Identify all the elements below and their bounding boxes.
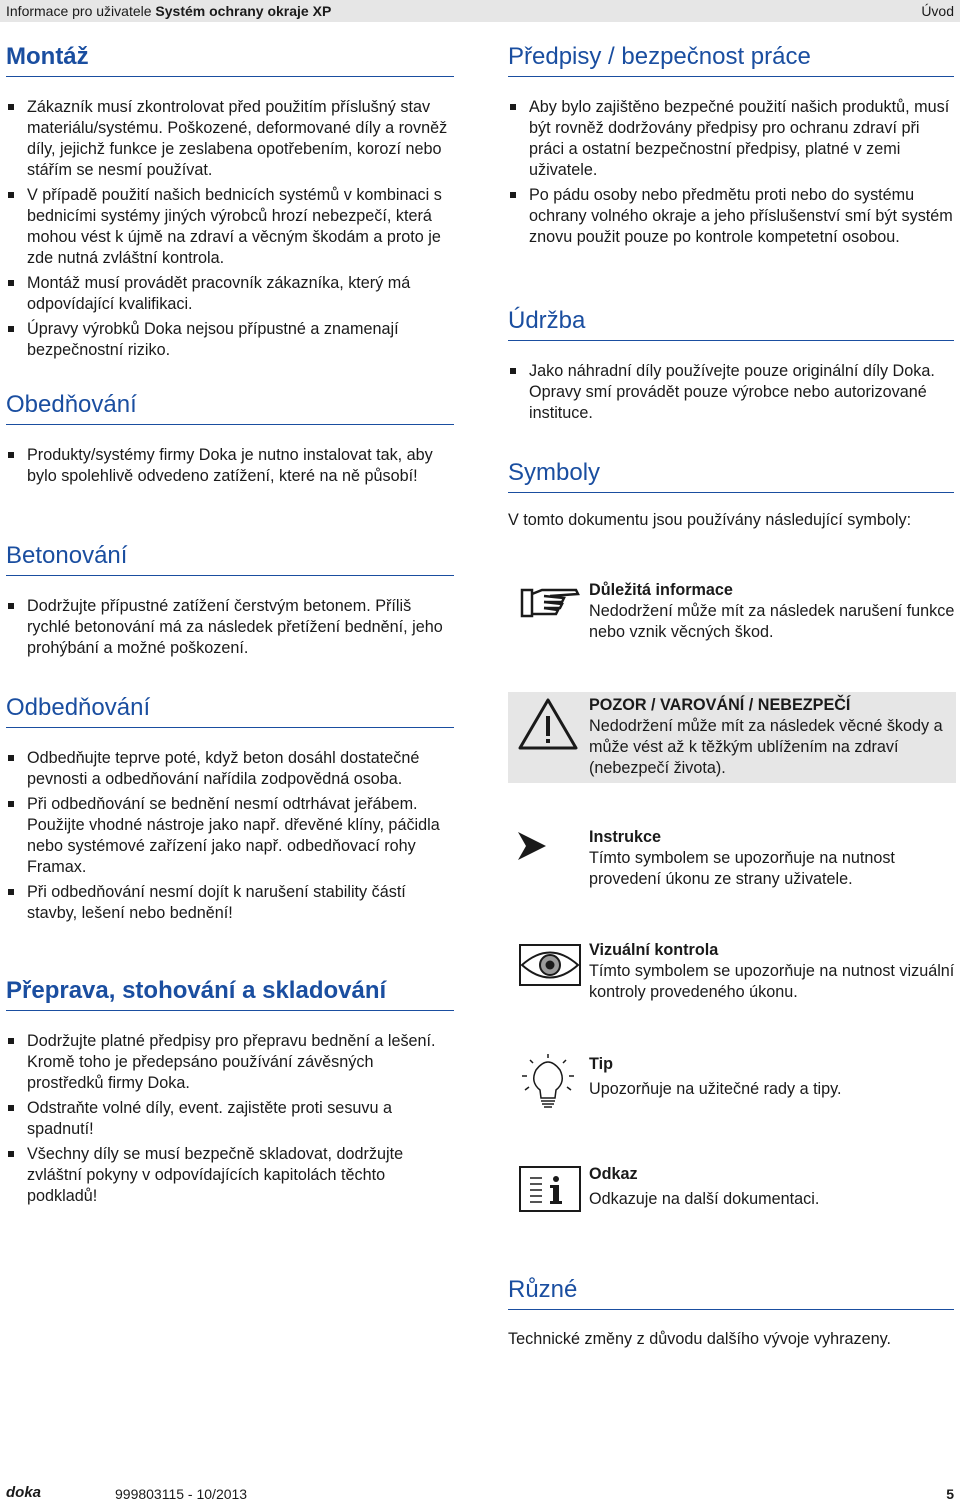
bullet-list: [6, 596, 454, 659]
symbol-description: Nedodržení může mít za následek narušení funkce nebo vznik věcných škod.: [589, 602, 955, 641]
list-item: Po pádu osoby nebo předmětu proti nebo do systému ochrany volného okraje a jeho příslušenství smí být systém znovu použit pouze po kontrole kompetetní osobou.: [508, 185, 954, 248]
list-item: Produkty/systémy firmy Doka je nutno instalovat tak, aby bylo spolehlivě odvedeno zatížení, které na ně působí!: [6, 445, 454, 487]
list-item: Odstraňte volné díly, event. zajistěte proti sesuvu a spadnutí!: [6, 1098, 454, 1140]
section-title: Odbedňování: [6, 693, 454, 728]
section-udrzba: [508, 306, 954, 428]
bullet-list: [6, 97, 454, 361]
symbol-row-important: [508, 580, 956, 650]
symbol-row-visual-check: [508, 940, 956, 1010]
symbol-description: Tímto symbolem se upozorňuje na nutnost provedení úkonu ze strany uživatele.: [589, 849, 895, 888]
doka-logo-text: doka: [6, 1485, 42, 1499]
section-odbednovani: [6, 693, 454, 928]
symbol-title: Důležitá informace: [589, 581, 733, 599]
section-ruzne: [508, 1275, 954, 1350]
symbol-description: Odkazuje na další dokumentaci.: [589, 1190, 820, 1208]
symbol-title: Tip: [589, 1055, 613, 1073]
header-chapter: Úvod: [921, 3, 954, 19]
list-item: V případě použití našich bednicích systémů v kombinaci s bednicími systémy jiných výrobců hrozí nebezpečí, která mohou vést k újmě na zdraví a věcným škodám a proto je zde nutná zvláštní kontrola.: [6, 185, 454, 269]
bullet-list: [6, 748, 454, 924]
list-item: Při odbedňování se bednění nesmí odtrhávat jeřábem. Použijte vhodné nástroje jako např. dřevěné klíny, páčidla nebo systémové zařízení jako např. odbedňovací rohy Framax.: [6, 794, 454, 878]
symbol-title: Instrukce: [589, 828, 661, 846]
symbol-description: Nedodržení může mít za následek věcné škody a může vést až k těžkým ublížením na zdraví (nebezpečí života).: [589, 717, 943, 777]
info-book-icon: [508, 1164, 588, 1224]
section-betonovani: [6, 541, 454, 663]
header-prefix: Informace pro uživatele: [6, 3, 152, 19]
bullet-list: [6, 1031, 454, 1207]
section-title: Symboly: [508, 458, 954, 493]
arrowhead-icon: [508, 827, 588, 887]
symbol-title: Odkaz: [589, 1165, 638, 1183]
bullet-list: [508, 361, 954, 424]
document-code: 999803115 - 10/2013: [115, 1486, 248, 1502]
bullet-list: [508, 97, 954, 248]
symbol-description: Tímto symbolem se upozorňuje na nutnost vizuální kontroly provedeného úkonu.: [589, 962, 955, 1001]
section-predpisy: [508, 42, 954, 252]
symbol-row-instruction: [508, 827, 956, 897]
list-item: Dodržujte přípustné zatížení čerstvým betonem. Příliš rychlé betonování má za následek přetížení bednění, jeho prohýbání a možné poškození.: [6, 596, 454, 659]
symbol-title: POZOR / VAROVÁNÍ / NEBEZPEČÍ: [589, 696, 851, 714]
section-preprava: [6, 976, 454, 1211]
section-title: Údržba: [508, 306, 954, 341]
symbol-text: [589, 827, 955, 890]
doka-logo: [6, 1485, 58, 1504]
header-product-name: Systém ochrany okraje XP: [155, 3, 332, 19]
symbol-text: [589, 580, 955, 643]
list-item: Všechny díly se musí bezpečně skladovat, dodržujte zvláštní pokyny v odpovídajících kapitolách těchto podkladů!: [6, 1144, 454, 1207]
pointing-hand-icon: [508, 580, 588, 640]
section-title: Montáž: [6, 42, 454, 77]
section-title: Předpisy / bezpečnost práce: [508, 42, 954, 77]
list-item: Dodržujte platné předpisy pro přepravu bednění a lešení. Kromě toho je předepsáno používání závěsných prostředků firmy Doka.: [6, 1031, 454, 1094]
list-item: Zákazník musí zkontrolovat před použitím příslušný stav materiálu/systému. Poškozené, deformované díly a rovněž díly, jejichž funkce je zeslabena opotřebením, korozí nebo stářím se nesmí používat.: [6, 97, 454, 181]
symbol-description: Upozorňuje na užitečné rady a tipy.: [589, 1080, 842, 1098]
section-montaz: [6, 42, 454, 365]
symbol-text: [589, 1054, 955, 1100]
symbol-row-reference: [508, 1164, 956, 1224]
eye-icon: [508, 940, 588, 1000]
list-item: Při odbedňování nesmí dojít k narušení stability částí stavby, lešení nebo bednění!: [6, 882, 454, 924]
section-title: Obedňování: [6, 390, 454, 425]
page-number: 5: [946, 1486, 954, 1502]
section-title: Přeprava, stohování a skladování: [6, 976, 454, 1011]
ruzne-text: Technické změny z důvodu dalšího vývoje vyhrazeny.: [508, 1330, 891, 1348]
section-symboly: [508, 458, 954, 531]
symbol-row-tip: [508, 1054, 956, 1124]
symbol-text: [589, 940, 955, 1003]
list-item: Odbedňujte teprve poté, když beton dosáhl dostatečné pevnosti a odbedňování nařídila zodpovědná osoba.: [6, 748, 454, 790]
symbol-title: Vizuální kontrola: [589, 941, 719, 959]
page-header: [0, 0, 960, 22]
bullet-list: [6, 445, 454, 487]
symbol-row-warning: [508, 692, 956, 783]
symbols-intro: V tomto dokumentu jsou používány následující symboly:: [508, 511, 912, 529]
section-title: Betonování: [6, 541, 454, 576]
warning-triangle-icon: [508, 692, 588, 752]
list-item: Aby bylo zajištěno bezpečné použití našich produktů, musí být rovněž dodržovány předpisy pro ochranu zdraví při práci a ostatní bezpečnostní předpisy, platné v zemi uživatele.: [508, 97, 954, 181]
symbol-text: [589, 695, 955, 779]
list-item: Úpravy výrobků Doka nejsou přípustné a znamenají bezpečnostní riziko.: [6, 319, 454, 361]
header-product: [6, 0, 331, 22]
lightbulb-icon: [508, 1054, 588, 1114]
list-item: Jako náhradní díly používejte pouze originální díly Doka. Opravy smí provádět pouze výrobce nebo autorizované instituce.: [508, 361, 954, 424]
list-item: Montáž musí provádět pracovník zákazníka, který má odpovídající kvalifikaci.: [6, 273, 454, 315]
section-obednovani: [6, 390, 454, 491]
section-title: Různé: [508, 1275, 954, 1310]
symbol-text: [589, 1164, 955, 1210]
